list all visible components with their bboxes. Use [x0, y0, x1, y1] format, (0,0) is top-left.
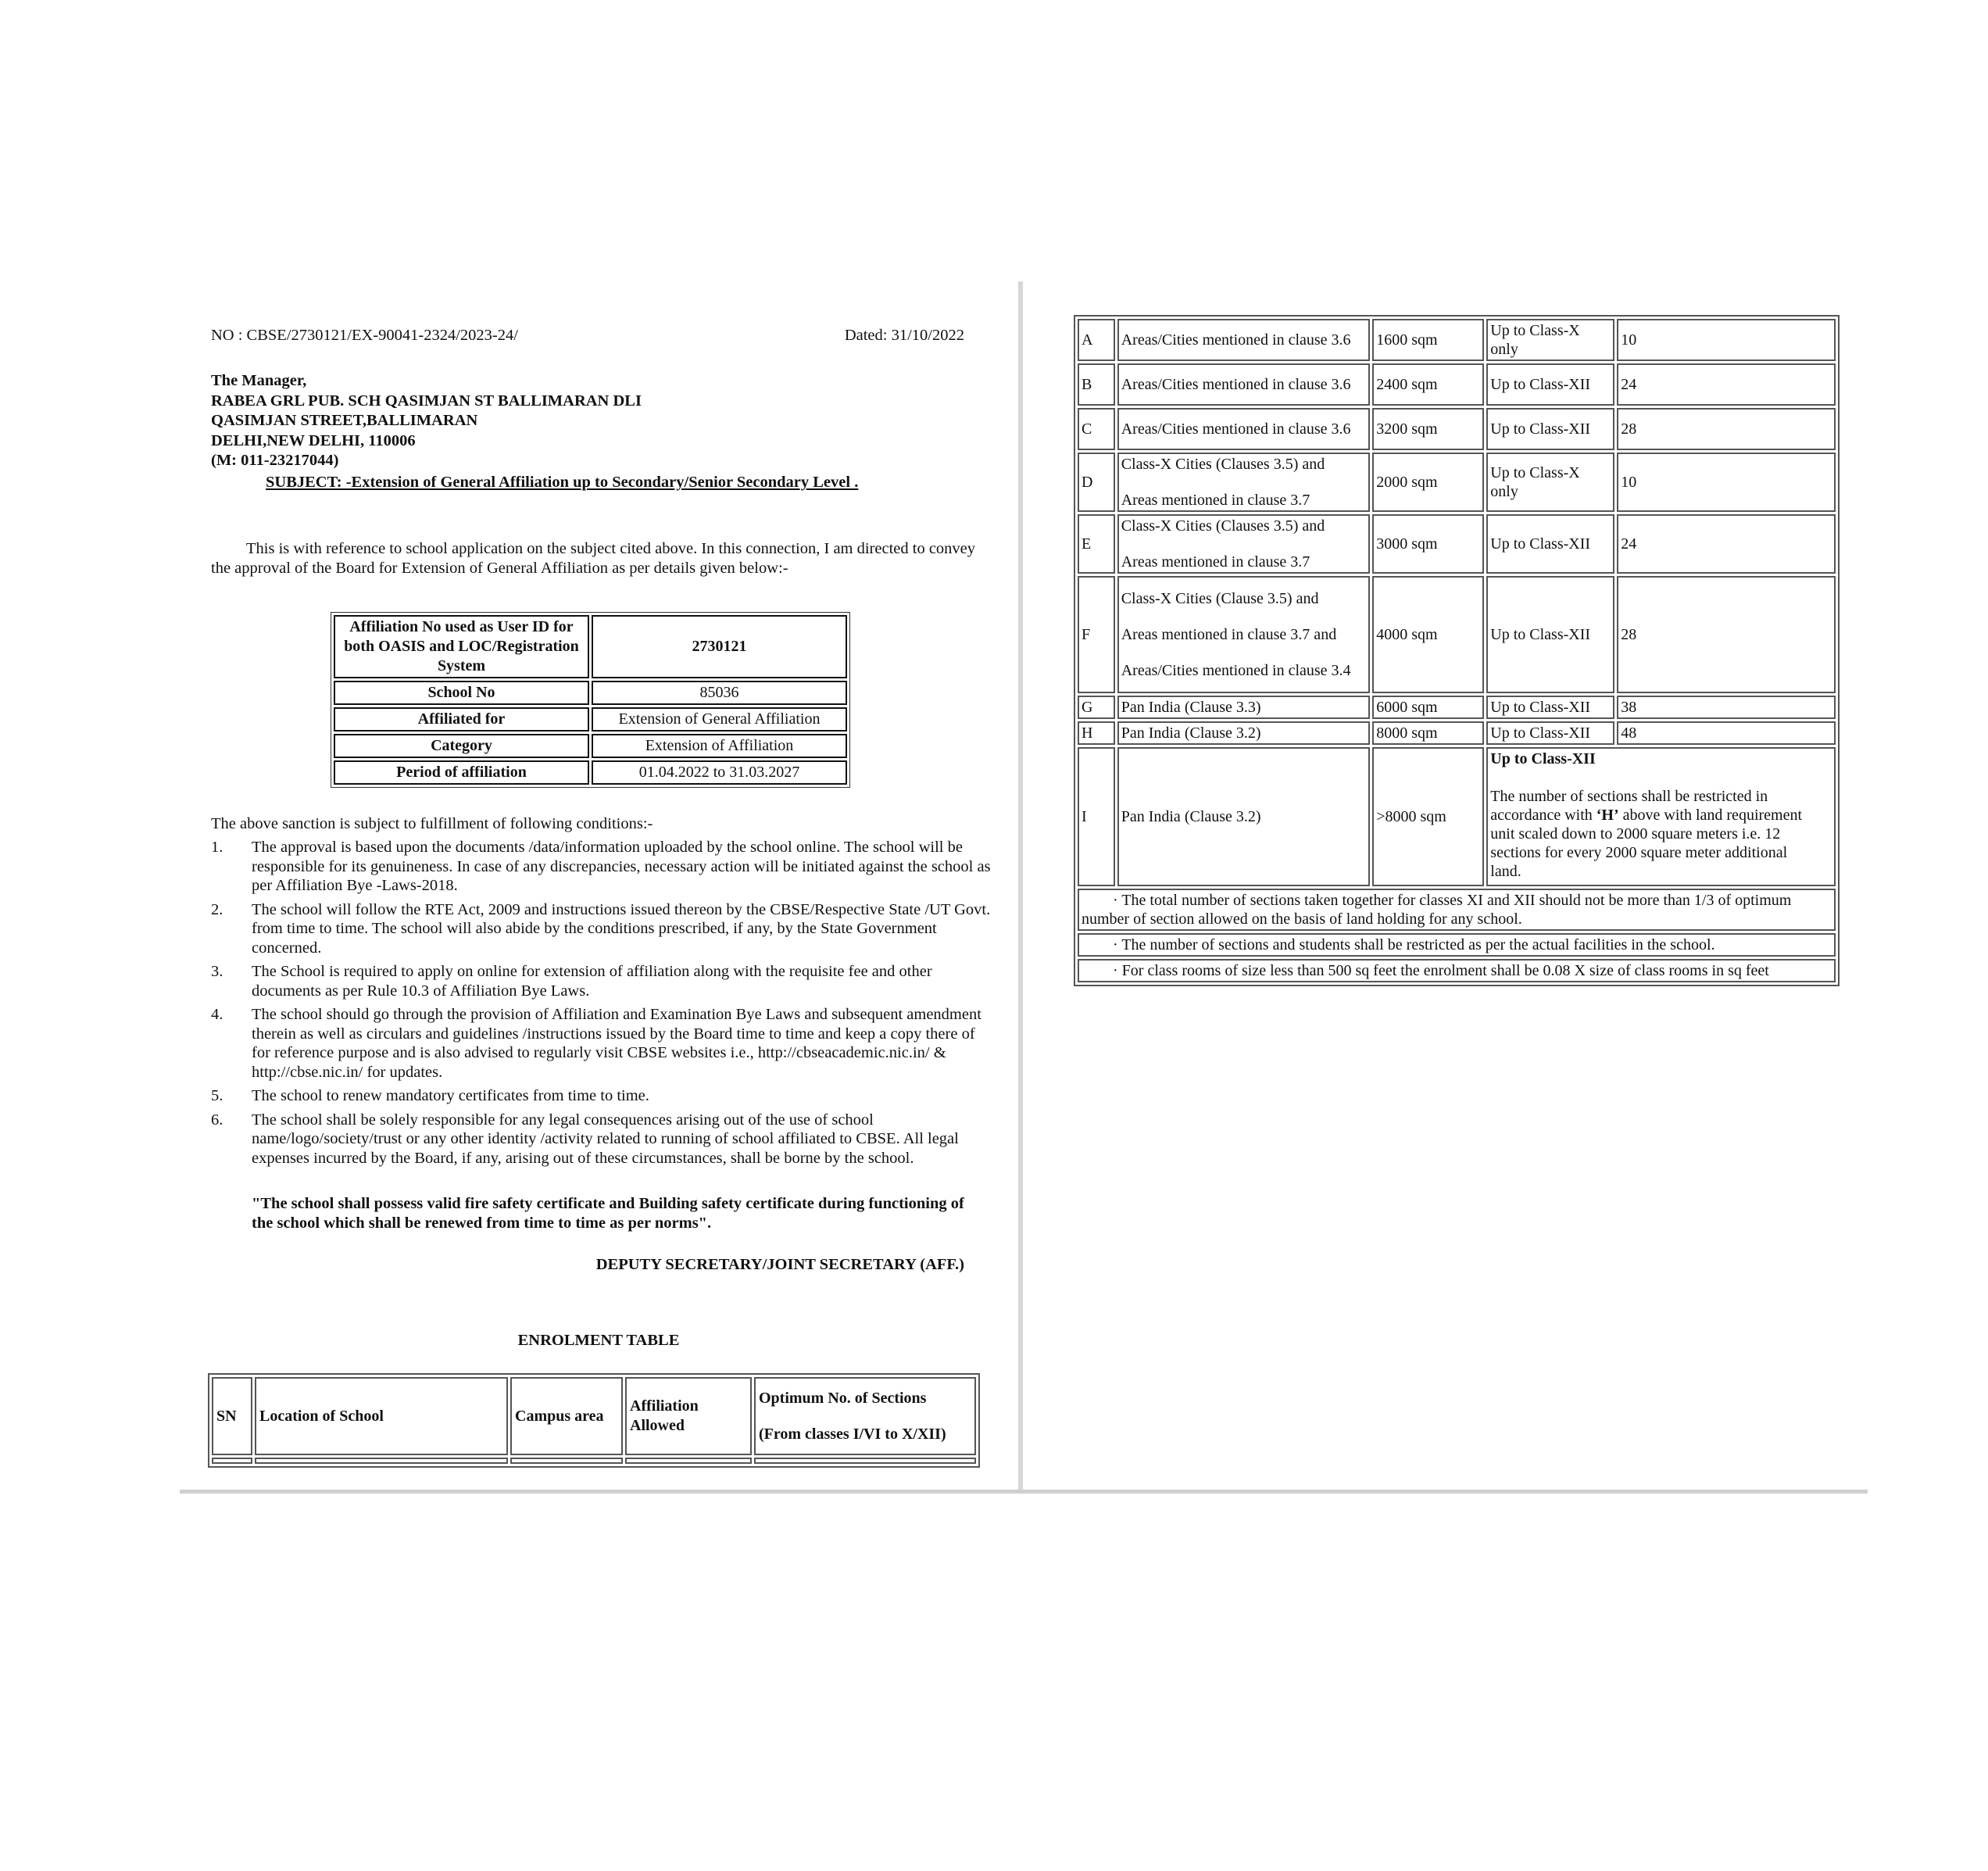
address-line: RABEA GRL PUB. SCH QASIMJAN ST BALLIMARAN DLI	[211, 392, 642, 410]
row-affiliation-allowed: Up to Class-XII	[1486, 514, 1614, 574]
address-line: (M: 011-23217044)	[211, 452, 339, 469]
intro-paragraph: This is with reference to school application on the subject cited above. In this connection, I am directed to convey the approval of the Board for Extension of General Affiliation as per details given below:-	[211, 540, 976, 577]
row-i-affiliation-detail	[1486, 747, 1836, 886]
enrolment-table-header	[208, 1373, 980, 1468]
period-label: Period of affiliation	[334, 760, 589, 785]
period-value: 01.04.2022 to 31.03.2027	[592, 760, 847, 785]
row-i-text-before: The number of sections shall be restricted in accordance with	[1490, 788, 1768, 824]
row-sn: E	[1078, 514, 1115, 574]
table-row	[1078, 576, 1836, 693]
list-item	[211, 1005, 992, 1082]
row-campus-area: 3000 sqm	[1372, 514, 1484, 574]
row-optimum-sections: 24	[1617, 363, 1836, 406]
row-affiliation-allowed: Up to Class-XII	[1486, 408, 1614, 450]
row-campus-area: 3200 sqm	[1372, 408, 1484, 450]
location-line: Class-X Cities (Clauses 3.5) and	[1121, 456, 1325, 473]
condition-text: The school should go through the provision of Affiliation and Examination Bye Laws and subsequent amendment therein as well as circulars and guidelines /instructions issued by the Board time to time and keep a copy there of for reference purpose and is also advised to regularly visit CBSE websites i.e., http://cbseacademic.nic.in/ & http://cbse.nic.in/ for updates.	[252, 1006, 981, 1081]
row-location	[1117, 576, 1371, 693]
location-line: Areas/Cities mentioned in clause 3.6	[1121, 420, 1351, 438]
row-optimum-sections: 38	[1617, 696, 1836, 719]
row-optimum-sections: 10	[1617, 453, 1836, 512]
condition-number: 1.	[211, 839, 223, 856]
condition-text: The school to renew mandatory certificates from time to time.	[252, 1087, 649, 1104]
row-campus-area: 4000 sqm	[1372, 576, 1484, 693]
row-affiliation-allowed: Up to Class-X only	[1486, 453, 1614, 512]
table-row	[334, 681, 847, 705]
condition-number: 2.	[211, 900, 223, 918]
row-affiliation-allowed: Up to Class-X only	[1486, 319, 1614, 361]
table-row	[212, 1458, 976, 1464]
recipient-address	[211, 371, 642, 471]
fire-safety-note: "The school shall possess valid fire safety certificate and Building safety certificate during functioning of the school which shall be renewed from time to time as per norms".	[252, 1195, 964, 1232]
table-row	[1078, 747, 1836, 886]
list-item	[211, 1086, 992, 1106]
condition-number: 6.	[211, 1111, 223, 1129]
row-i-text	[1490, 787, 1811, 881]
location-line: Areas mentioned in clause 3.7 and	[1121, 626, 1337, 643]
row-sn: H	[1078, 721, 1115, 745]
row-affiliation-allowed: Up to Class-XII	[1486, 721, 1614, 745]
row-sn: G	[1078, 696, 1115, 719]
condition-number: 4.	[211, 1006, 223, 1023]
affiliation-no-value: 2730121	[592, 615, 847, 678]
row-sn: A	[1078, 319, 1115, 361]
condition-number: 3.	[211, 963, 223, 980]
location-line: Areas/Cities mentioned in clause 3.4	[1121, 662, 1351, 679]
row-location	[1117, 363, 1371, 406]
location-line: Class-X Cities (Clause 3.5) and	[1121, 590, 1319, 607]
note-bullet: ·	[1113, 936, 1118, 953]
letter-date: Dated: 31/10/2022	[844, 327, 964, 344]
row-affiliation-allowed: Up to Class-XII	[1486, 363, 1614, 406]
location-line: Pan India (Clause 3.2)	[1121, 724, 1261, 742]
table-row	[1078, 453, 1836, 512]
location-line: Areas mentioned in clause 3.7	[1121, 553, 1310, 571]
row-sn: D	[1078, 453, 1115, 512]
condition-number: 5.	[211, 1087, 223, 1104]
signatory: DEPUTY SECRETARY/JOINT SECRETARY (AFF.)	[595, 1256, 964, 1273]
row-campus-area: 2000 sqm	[1372, 453, 1484, 512]
enrolment-table-tail	[1078, 747, 1836, 982]
letter-subject: SUBJECT: -Extension of General Affiliation up to Secondary/Senior Secondary Level .	[266, 474, 859, 491]
header-location: Location of School	[255, 1377, 508, 1455]
table-row	[334, 615, 847, 678]
table-row	[1078, 933, 1836, 957]
row-location	[1117, 453, 1371, 512]
row-campus-area: 6000 sqm	[1372, 696, 1484, 719]
condition-text: The school will follow the RTE Act, 2009 and instructions issued thereon by the CBSE/Respective State /UT Govt. from time to time. The school will also abide by the conditions prescribed, if any, by the State Government concerned.	[252, 900, 991, 957]
row-optimum-sections: 48	[1617, 721, 1836, 745]
table-row	[1078, 363, 1836, 406]
enrolment-note	[1078, 889, 1836, 931]
list-item	[211, 838, 992, 896]
location-line: Pan India (Clause 3.3)	[1121, 699, 1261, 716]
school-no-label: School No	[334, 681, 589, 705]
header-sections-line: (From classes I/VI to X/XII)	[759, 1426, 946, 1443]
row-i-heading: Up to Class-XII	[1490, 750, 1596, 767]
header-affiliation-allowed: Affiliation Allowed	[625, 1377, 752, 1455]
list-item	[211, 1111, 992, 1168]
note-text: The total number of sections taken together for classes XI and XII should not be more than 1/3 of optimum number of section allowed on the basis of land holding for any school.	[1082, 892, 1792, 928]
location-line: Areas/Cities mentioned in clause 3.6	[1121, 331, 1351, 349]
enrolment-note	[1078, 933, 1836, 957]
table-row	[1078, 319, 1836, 361]
address-line: QASIMJAN STREET,BALLIMARAN	[211, 412, 478, 429]
page-divider-vertical	[1018, 281, 1023, 1493]
affiliated-for-label: Affiliated for	[334, 707, 589, 732]
affiliation-details-table	[331, 612, 850, 788]
row-location	[1117, 319, 1371, 361]
row-sn: B	[1078, 363, 1115, 406]
category-value: Extension of Affiliation	[592, 734, 847, 758]
note-text: The number of sections and students shall be restricted as per the actual facilities in the school.	[1121, 936, 1715, 953]
table-row	[1078, 889, 1836, 931]
table-row	[1078, 959, 1836, 982]
row-affiliation-allowed: Up to Class-XII	[1486, 576, 1614, 693]
list-item	[211, 962, 992, 1000]
row-campus-area: 2400 sqm	[1372, 363, 1484, 406]
document-page-left	[180, 281, 1017, 1489]
header-campus-area: Campus area	[510, 1377, 623, 1455]
school-no-value: 85036	[592, 681, 847, 705]
table-row	[1078, 408, 1836, 450]
affiliation-no-label: Affiliation No used as User ID for both OASIS and LOC/Registration System	[334, 615, 589, 678]
address-line: DELHI,NEW DELHI, 110006	[211, 431, 416, 449]
row-optimum-sections: 24	[1617, 514, 1836, 574]
location-line: Areas/Cities mentioned in clause 3.6	[1121, 376, 1351, 393]
row-optimum-sections: 28	[1617, 408, 1836, 450]
note-bullet: ·	[1113, 962, 1118, 979]
row-sn: C	[1078, 408, 1115, 450]
table-row	[334, 734, 847, 758]
row-location	[1117, 408, 1371, 450]
table-row	[1078, 696, 1836, 719]
enrolment-note	[1078, 959, 1836, 982]
address-line: The Manager,	[211, 372, 307, 389]
header-optimum-sections	[754, 1377, 976, 1455]
location-line: Class-X Cities (Clauses 3.5) and	[1121, 517, 1325, 535]
condition-text: The school shall be solely responsible for any legal consequences arising out of the use of school name/logo/society/trust or any other identity /activity related to running of school affiliated to CBSE. All legal expenses incurred by the Board, if any, arising out of these circumstances, shall be borne by the school.	[252, 1111, 959, 1167]
condition-text: The approval is based upon the documents /data/information uploaded by the school online. The school will be responsible for its genuineness. In case of any discrepancies, necessary action will be initiated against the school as per Affiliation Bye -Laws-2018.	[252, 839, 991, 894]
row-sn: F	[1078, 576, 1115, 693]
table-row	[334, 760, 847, 785]
enrolment-table	[1074, 315, 1840, 986]
table-row	[334, 707, 847, 732]
row-i-quoted: ‘H’	[1596, 807, 1619, 824]
enrolment-table-title: ENROLMENT TABLE	[517, 1332, 680, 1349]
table-header-row	[212, 1377, 976, 1455]
table-row	[1078, 514, 1836, 574]
row-campus-area: 1600 sqm	[1372, 319, 1484, 361]
location-line: Areas mentioned in clause 3.7	[1121, 492, 1310, 509]
note-text: For class rooms of size less than 500 sq feet the enrolment shall be 0.08 X size of class rooms in sq feet	[1121, 962, 1769, 979]
list-item	[211, 900, 992, 958]
conditions-intro: The above sanction is subject to fulfillment of following conditions:-	[211, 815, 653, 832]
page-divider-horizontal	[180, 1490, 1868, 1494]
header-sn: SN	[212, 1377, 252, 1455]
row-campus-area: >8000 sqm	[1372, 747, 1484, 886]
row-location: Pan India (Clause 3.2)	[1117, 747, 1371, 886]
header-sections-line: Optimum No. of Sections	[759, 1390, 927, 1407]
row-sn: I	[1078, 747, 1115, 886]
row-optimum-sections: 28	[1617, 576, 1836, 693]
conditions-list	[211, 838, 992, 1172]
row-campus-area: 8000 sqm	[1372, 721, 1484, 745]
category-label: Category	[334, 734, 589, 758]
document-page-right	[1024, 281, 1867, 1489]
row-optimum-sections: 10	[1617, 319, 1836, 361]
row-location	[1117, 721, 1371, 745]
row-location	[1117, 514, 1371, 574]
row-i-text-after: above with land requirement unit scaled down to 2000 square meters i.e. 12 sections for every 2000 square meter additional land.	[1490, 807, 1803, 880]
enrolment-table-body	[1078, 319, 1836, 745]
row-affiliation-allowed: Up to Class-XII	[1486, 696, 1614, 719]
reference-number: NO : CBSE/2730121/EX-90041-2324/2023-24/	[211, 327, 518, 344]
row-location	[1117, 696, 1371, 719]
affiliated-for-value: Extension of General Affiliation	[592, 707, 847, 732]
condition-text: The School is required to apply on online for extension of affiliation along with the requisite fee and other documents as per Rule 10.3 of Affiliation Bye Laws.	[252, 963, 932, 1000]
table-row	[1078, 721, 1836, 745]
note-bullet: ·	[1113, 892, 1118, 909]
